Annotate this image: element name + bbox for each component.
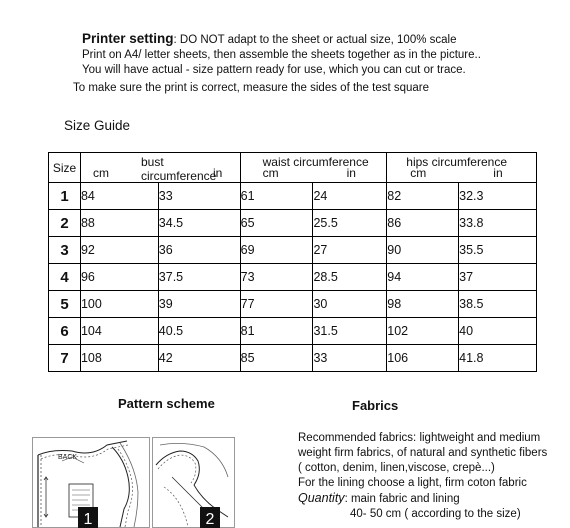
size-cell: 6	[49, 318, 81, 345]
sheet-number-2: 2	[205, 511, 215, 528]
waist-in-cell: 28.5	[313, 264, 387, 291]
hips-in-cell: 37	[459, 264, 537, 291]
waist-cm-header: cm	[262, 166, 279, 180]
bust-cm-cell: 96	[80, 264, 158, 291]
size-guide-title: Size Guide	[64, 118, 131, 133]
size-cell: 3	[49, 237, 81, 264]
waist-cm-cell: 77	[240, 291, 313, 318]
bust-cm-cell: 108	[80, 345, 158, 372]
print-sheets-line: Print on A4/ letter sheets, then assemble the sheets together as in the picture..	[82, 49, 481, 61]
size-guide-table	[48, 152, 537, 372]
table-row	[49, 291, 537, 318]
pattern-sheet-2	[153, 438, 235, 528]
bust-in-cell: 37.5	[158, 264, 240, 291]
printer-setting-text: : DO NOT adapt to the sheet or actual size, 100% scale	[173, 34, 457, 46]
waist-cm-cell: 69	[240, 237, 313, 264]
bust-header-label: bust circumference	[140, 155, 217, 183]
table-row	[49, 264, 537, 291]
waist-in-cell: 33	[313, 345, 387, 372]
hips-in-header: in	[493, 166, 503, 180]
size-cell: 5	[49, 291, 81, 318]
waist-in-cell: 27	[313, 237, 387, 264]
hips-cm-cell: 106	[387, 345, 459, 372]
bust-cm-cell: 104	[80, 318, 158, 345]
printer-instructions	[82, 31, 481, 78]
hips-in-cell: 41.8	[459, 345, 537, 372]
size-cell: 2	[49, 210, 81, 237]
hips-cm-cell: 102	[387, 318, 459, 345]
size-cell: 1	[49, 183, 81, 210]
bust-cm-cell: 84	[80, 183, 158, 210]
bust-header	[80, 153, 240, 183]
hips-cm-cell: 98	[387, 291, 459, 318]
bust-in-cell: 42	[158, 345, 240, 372]
sheet-number-1: 1	[83, 511, 93, 528]
fabrics-line: weight firm fabrics, of natural and synthetic fibers	[298, 447, 548, 459]
pattern-layout-image	[32, 437, 240, 528]
fabrics-line: ( cotton, denim, linen,viscose, crepè...)	[298, 462, 495, 474]
bust-cm-header: cm	[92, 166, 109, 180]
hips-cm-cell: 86	[387, 210, 459, 237]
quantity-label: Quantity	[298, 491, 345, 505]
quantity-line	[298, 491, 566, 507]
bust-in-cell: 39	[158, 291, 240, 318]
size-cell: 7	[49, 345, 81, 372]
waist-in-cell: 31.5	[313, 318, 387, 345]
bust-in-cell: 34.5	[158, 210, 240, 237]
waist-in-header: in	[346, 166, 356, 180]
pattern-scheme-title: Pattern scheme	[118, 396, 215, 411]
waist-in-cell: 24	[313, 183, 387, 210]
hips-cm-cell: 94	[387, 264, 459, 291]
waist-header-label: waist circumference	[262, 155, 369, 169]
hips-cm-cell: 90	[387, 237, 459, 264]
bust-cm-cell: 92	[80, 237, 158, 264]
bust-cm-cell: 88	[80, 210, 158, 237]
table-row	[49, 345, 537, 372]
waist-header	[240, 153, 387, 183]
bust-in-cell: 40.5	[158, 318, 240, 345]
waist-cm-cell: 81	[240, 318, 313, 345]
fabrics-description	[298, 431, 566, 522]
table-row	[49, 183, 537, 210]
waist-cm-cell: 61	[240, 183, 313, 210]
test-square-note: To make sure the print is correct, measure the sides of the test square	[73, 82, 430, 94]
quantity-text: : main fabric and lining	[344, 493, 460, 505]
hips-in-cell: 35.5	[459, 237, 537, 264]
printer-setting-label: Printer setting	[82, 31, 174, 46]
bust-in-cell: 36	[158, 237, 240, 264]
hips-in-cell: 33.8	[459, 210, 537, 237]
back-piece-label: BACK	[58, 454, 78, 461]
waist-in-cell: 25.5	[313, 210, 387, 237]
actual-size-line: You will have actual - size pattern ready for use, which you can cut or trace.	[82, 64, 466, 76]
hips-cm-header: cm	[410, 166, 427, 180]
waist-in-cell: 30	[313, 291, 387, 318]
fabrics-title: Fabrics	[352, 398, 399, 413]
waist-cm-cell: 73	[240, 264, 313, 291]
table-row	[49, 237, 537, 264]
bust-in-header: in	[212, 166, 223, 180]
size-cell: 4	[49, 264, 81, 291]
bust-in-cell: 33	[158, 183, 240, 210]
hips-in-cell: 32.3	[459, 183, 537, 210]
fabrics-line: Recommended fabrics: lightweight and medium	[298, 432, 541, 444]
hips-cm-cell: 82	[387, 183, 459, 210]
hips-header	[387, 153, 537, 183]
size-column-header: Size	[49, 153, 81, 183]
hips-in-cell: 40	[459, 318, 537, 345]
waist-cm-cell: 65	[240, 210, 313, 237]
table-row	[49, 318, 537, 345]
table-row	[49, 210, 537, 237]
printer-setting-line	[82, 31, 481, 48]
bust-cm-cell: 100	[80, 291, 158, 318]
quantity-amount: 40- 50 cm ( according to the size)	[350, 508, 521, 520]
table-header-row	[49, 153, 537, 183]
fabrics-line: For the lining choose a light, firm coton fabric	[298, 477, 527, 489]
hips-header-label: hips circumference	[406, 155, 507, 169]
hips-in-cell: 38.5	[459, 291, 537, 318]
waist-cm-cell: 85	[240, 345, 313, 372]
pattern-sheet-1	[33, 438, 150, 528]
